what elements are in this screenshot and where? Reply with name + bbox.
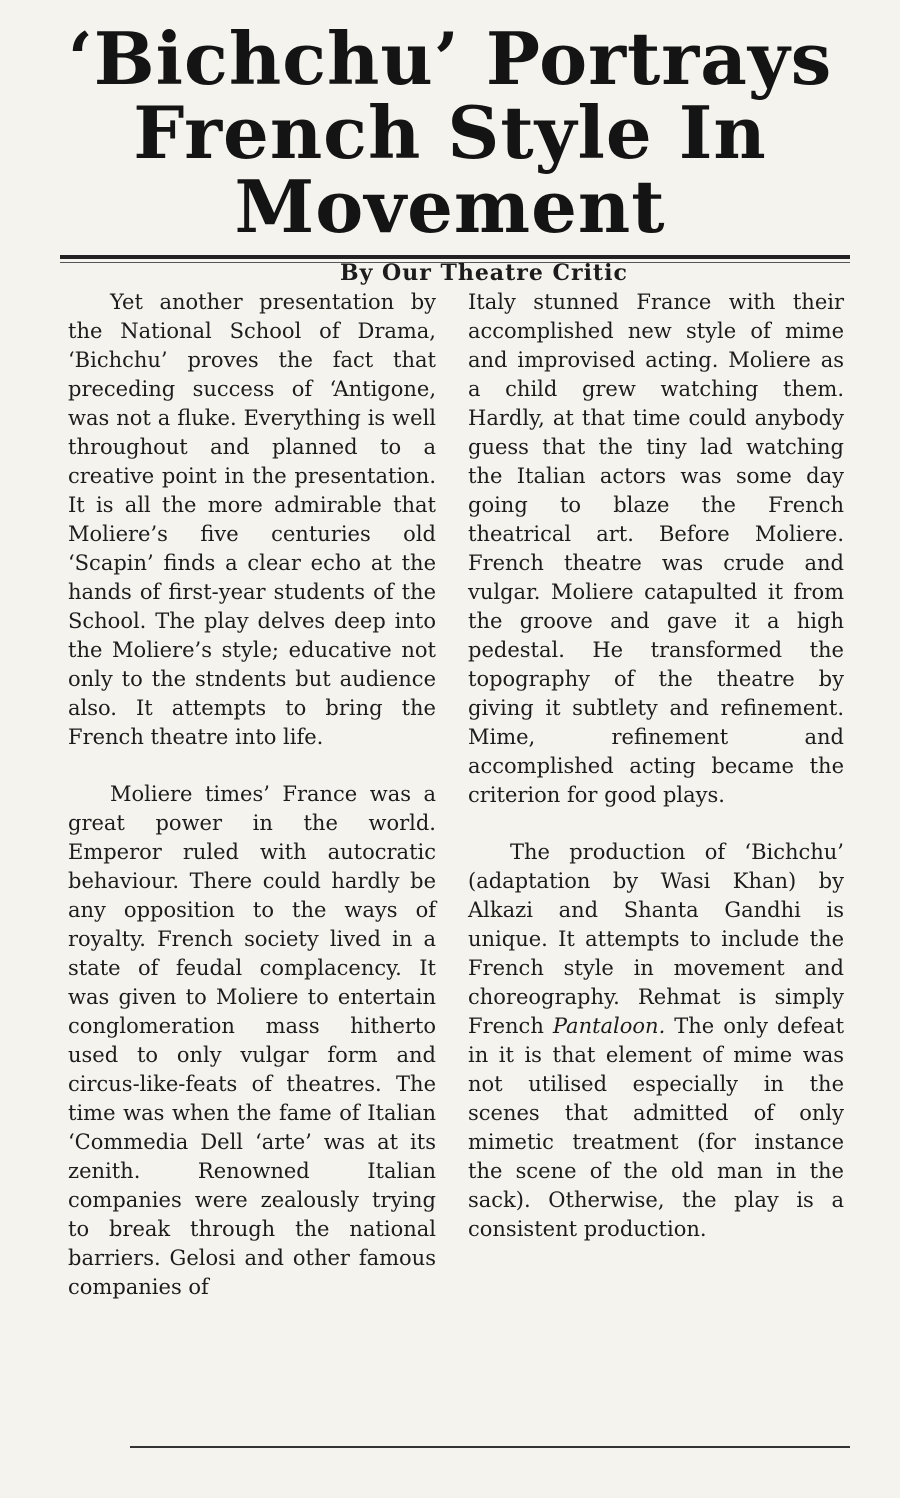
right-column bbox=[468, 288, 844, 1244]
paragraph-text: The only defeat in it is that element of mime was not utilised especially in the scenes that admitted of only mimetic treatment (for instance the scene of the old man in the sack). Otherwise, the play is a consistent production. bbox=[468, 1014, 845, 1241]
headline-line-1: ‘Bichchu’ Portrays bbox=[67, 16, 833, 101]
bottom-rule bbox=[130, 1446, 850, 1448]
headline bbox=[30, 16, 870, 249]
headline-line-2: French Style In bbox=[133, 90, 767, 175]
byline: By Our Theatre Critic bbox=[340, 260, 628, 286]
article-paragraph: Yet another presentation by the National School of Drama, ‘Bichchu’ proves the fact that preceding success of ‘Antigone, was not a fluke. Everything is well throughout and planned to a creative point in the presentation. It is all the more admirable that Moliere’s five centuries old ‘Scapin’ finds a clear echo at the hands of first-year students of the School. The play delves deep into the Moliere’s style; educative not only to the stndents but audience also. It attempts to bring the French theatre into life. bbox=[68, 290, 436, 749]
italic-term: Pantaloon. bbox=[552, 1014, 666, 1038]
article-paragraph: Moliere times’ France was a great power in the world. Emperor ruled with autocratic behaviour. There could hardly be any opposition to the ways of royalty. French society lived in a state of feudal complacency. It was given to Moliere to entertain conglomeration mass hitherto used to only vulgar form and circus-like-feats of theatres. The time was when the fame of Italian ‘Commedia Dell ‘arte’ was at its zenith. Renowned Italian companies were zealously trying to break through the national barriers. Gelosi and other famous companies of bbox=[68, 782, 436, 1299]
headline-line-3: Movement bbox=[234, 164, 666, 249]
article-paragraph bbox=[468, 838, 844, 1244]
headline-rule bbox=[60, 255, 850, 259]
article-paragraph: Italy stunned France with their accomplished new style of mime and improvised acting. Moliere as a child grew watching them. Hardly, at that time could anybody guess that the tiny lad watching the Italian actors was some day going to blaze the French theatrical art. Before Moliere. French theatre was crude and vulgar. Moliere catapulted it from the groove and gave it a high pedestal. He transformed the topography of the theatre by giving it subtlety and refinement. Mime, refinement and accomplished acting became the criterion for good plays. bbox=[468, 290, 844, 807]
left-column bbox=[68, 288, 436, 1302]
paragraph-text: The production of ‘Bichchu’ (adaptation by Wasi Khan) by Alkazi and Shanta Gandhi is unique. It attempts to include the French style in movement and choreography. Rehmat is simply French bbox=[468, 840, 844, 1038]
